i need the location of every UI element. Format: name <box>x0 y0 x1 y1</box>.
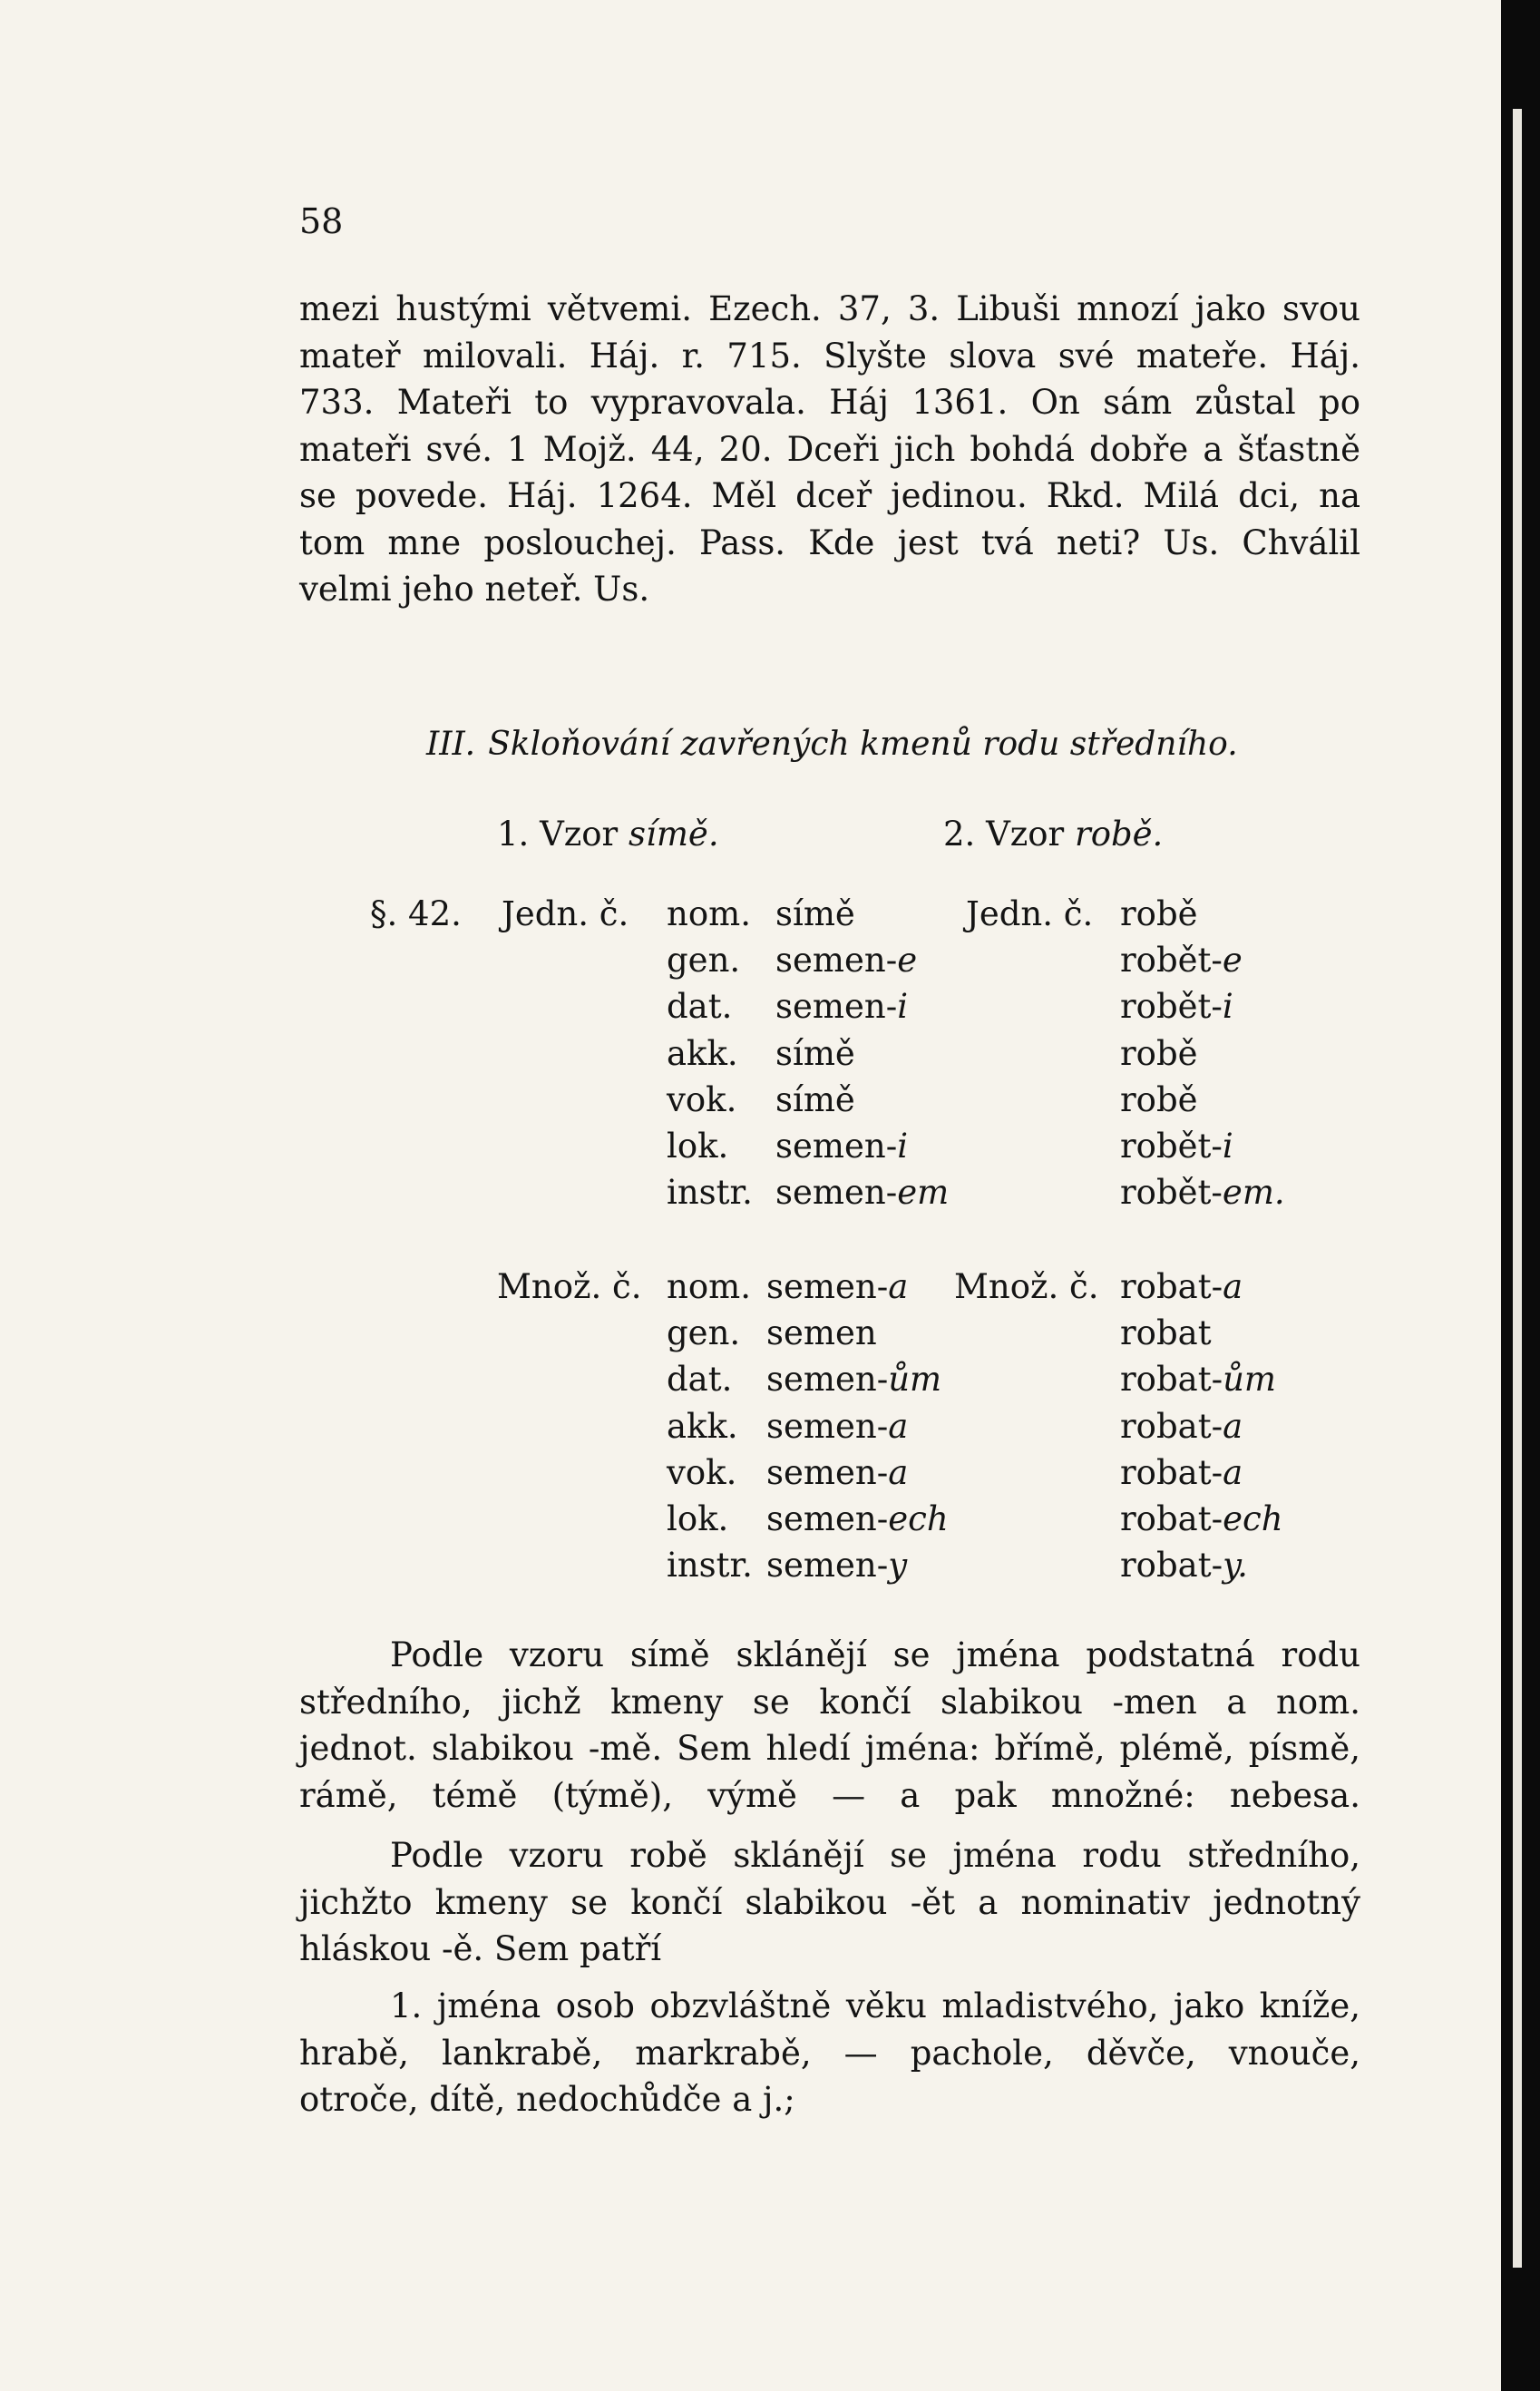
plural-cases <box>667 1264 753 1588</box>
singular-label: Jedn. č. <box>502 894 629 933</box>
text-line: velmi jeho neteř. Us. <box>299 570 650 609</box>
case-label: vok. <box>667 1452 737 1492</box>
word-form <box>775 1169 949 1215</box>
word-stem: robět- <box>1120 941 1223 981</box>
word-stem: semen- <box>775 987 898 1027</box>
text-line: otroče, dítě, nedochůdče a j.; <box>299 2080 795 2119</box>
text-line: jichžto kmeny se končí slabikou -ět a nominativ jednotný <box>299 1882 1360 1922</box>
word-stem: símě <box>775 894 855 933</box>
word-form <box>1120 1169 1285 1215</box>
vzor-1 <box>497 815 719 854</box>
word-ending: i <box>897 987 909 1027</box>
word-stem: semen- <box>766 1267 889 1306</box>
word-form <box>775 1030 949 1077</box>
word-form <box>766 1496 949 1542</box>
word-form <box>1120 1264 1283 1310</box>
word-ending: i <box>897 1126 909 1166</box>
section-label: §. 42. <box>370 894 462 933</box>
word-form <box>1120 1077 1285 1123</box>
word-ending: em <box>897 1173 950 1213</box>
text-line: mateři své. 1 Mojž. 44, 20. Dceři jich bohdá dobře a šťastně <box>299 429 1360 469</box>
heading-text: Skloňování zavřených kmenů rodu středního. <box>488 726 1238 763</box>
word-stem: semen- <box>766 1406 889 1446</box>
word-form <box>1120 1356 1283 1402</box>
word-form <box>766 1449 949 1496</box>
word-form <box>1120 891 1285 937</box>
word-stem: símě <box>775 1079 855 1119</box>
word-stem: robat- <box>1120 1360 1223 1400</box>
paragraph-list <box>299 1983 1360 2123</box>
word-stem: semen- <box>766 1498 889 1538</box>
plural-label: Množ. č. <box>497 1267 642 1306</box>
case-label: lok. <box>667 1498 729 1538</box>
paragraph-top <box>299 286 1360 613</box>
text-line: 733. Mateři to vypravovala. Háj 1361. On sám zůstal po <box>299 383 1360 422</box>
word-form <box>775 1077 949 1123</box>
word-ending: ům <box>888 1360 942 1400</box>
word-ending: ech <box>888 1498 949 1538</box>
word-stem: robě <box>1120 894 1198 933</box>
case-label: akk. <box>667 1406 738 1446</box>
word-ending: a <box>888 1267 909 1306</box>
word-form <box>1120 1496 1283 1542</box>
word-ending: y. <box>1223 1546 1248 1586</box>
word-stem: semen- <box>766 1360 889 1400</box>
word-stem: robět- <box>1120 987 1223 1027</box>
case-label: dat. <box>667 987 733 1027</box>
word-stem: robat <box>1120 1313 1212 1353</box>
word-ending: i <box>1222 987 1233 1027</box>
word-stem: semen- <box>766 1546 889 1586</box>
word-stem: semen- <box>775 941 898 981</box>
text-line: se povede. Háj. 1264. Měl dceř jedinou. Rkd. Milá dci, na <box>299 476 1360 515</box>
word-form <box>1120 983 1285 1030</box>
text-line: hláskou -ě. Sem patří <box>299 1929 662 1968</box>
heading-number: III. <box>426 726 476 763</box>
word-stem: robat- <box>1120 1267 1223 1306</box>
word-stem: robět- <box>1120 1126 1223 1166</box>
text-line: jednot. slabikou -mě. Sem hledí jména: břímě, plémě, písmě, <box>299 1729 1360 1768</box>
text-line: středního, jichž kmeny se končí slabikou -men a nom. <box>299 1682 1360 1722</box>
plural-robe-forms <box>1120 1264 1283 1588</box>
word-ending: ech <box>1223 1498 1283 1538</box>
word-stem: robat- <box>1120 1498 1223 1538</box>
vzor-2-label: 2. Vzor <box>943 815 1065 854</box>
vzor-2-word: robě. <box>1075 815 1164 854</box>
word-ending: a <box>1223 1452 1243 1492</box>
word-form <box>1120 1030 1285 1077</box>
word-stem: semen- <box>775 1126 898 1166</box>
word-form <box>1120 1449 1283 1496</box>
word-ending: em. <box>1222 1173 1285 1213</box>
singular-robe-forms <box>1120 891 1285 1215</box>
plural-label-2: Množ. č. <box>954 1267 1099 1306</box>
singular-label-2: Jedn. č. <box>966 894 1094 933</box>
text-line: hrabě, lankrabě, markrabě, — pachole, děvče, vnouče, <box>299 2033 1360 2073</box>
word-ending: y <box>888 1546 908 1586</box>
word-stem: robě <box>1120 1033 1198 1073</box>
word-stem: robět- <box>1120 1173 1223 1213</box>
vzor-1-label: 1. Vzor <box>497 815 619 854</box>
case-label: nom. <box>667 894 751 933</box>
page-number: 58 <box>299 201 344 241</box>
word-ending: a <box>1223 1406 1243 1446</box>
word-form <box>1120 1123 1285 1169</box>
word-form <box>1120 1403 1283 1449</box>
text-line: tom mne poslouchej. Pass. Kde jest tvá neti? Us. Chválil <box>299 522 1360 562</box>
word-form <box>766 1542 949 1588</box>
case-label: gen. <box>667 1313 741 1353</box>
paragraph-robe <box>299 1832 1360 1973</box>
paragraph-sime <box>299 1632 1360 1819</box>
word-form <box>766 1403 949 1449</box>
word-form <box>775 937 949 983</box>
singular-cases <box>667 891 753 1215</box>
case-label: akk. <box>667 1033 738 1073</box>
word-form <box>1120 937 1285 983</box>
case-label: gen. <box>667 941 741 981</box>
book-edge-page <box>1513 109 1522 2268</box>
section-heading <box>426 726 1238 763</box>
word-form <box>1120 1310 1283 1356</box>
word-form <box>775 891 949 937</box>
case-label: nom. <box>667 1267 751 1306</box>
word-stem: robat- <box>1120 1546 1223 1586</box>
vzor-1-word: símě. <box>629 815 719 854</box>
word-ending: a <box>1223 1267 1243 1306</box>
word-stem: semen <box>766 1313 877 1353</box>
text-line: 1. jména osob obzvláštně věku mladistvého, jako kníže, <box>390 1986 1360 2025</box>
word-stem: robě <box>1120 1079 1198 1119</box>
case-label: lok. <box>667 1126 729 1166</box>
word-stem: símě <box>775 1033 855 1073</box>
text-line: mezi hustými větvemi. Ezech. 37, 3. Libuši mnozí jako svou <box>299 289 1360 328</box>
case-label: vok. <box>667 1079 737 1119</box>
word-ending: i <box>1222 1126 1233 1166</box>
word-stem: robat- <box>1120 1452 1223 1492</box>
word-stem: robat- <box>1120 1406 1223 1446</box>
word-form <box>766 1356 949 1402</box>
case-label: instr. <box>667 1546 753 1586</box>
word-ending: e <box>897 941 918 981</box>
word-form <box>766 1264 949 1310</box>
word-stem: semen- <box>775 1173 898 1213</box>
case-label: dat. <box>667 1360 733 1400</box>
word-form <box>1120 1542 1283 1588</box>
word-stem: semen- <box>766 1452 889 1492</box>
word-form <box>775 1123 949 1169</box>
vzor-2 <box>943 815 1163 854</box>
word-ending: a <box>888 1452 909 1492</box>
word-ending: e <box>1222 941 1243 981</box>
singular-sime-forms <box>775 891 949 1215</box>
word-ending: ům <box>1223 1360 1276 1400</box>
plural-sime-forms <box>766 1264 949 1588</box>
word-ending: a <box>888 1406 909 1446</box>
text-line: rámě, témě (týmě), výmě — a pak množné: nebesa. <box>299 1775 1360 1815</box>
text-line: Podle vzoru símě sklánějí se jména podstatná rodu <box>390 1635 1360 1674</box>
word-form <box>766 1310 949 1356</box>
text-line: mateř milovali. Háj. r. 715. Slyšte slova své mateře. Háj. <box>299 336 1360 376</box>
word-form <box>775 983 949 1030</box>
text-line: Podle vzoru robě sklánějí se jména rodu středního, <box>390 1836 1360 1875</box>
case-label: instr. <box>667 1173 753 1213</box>
